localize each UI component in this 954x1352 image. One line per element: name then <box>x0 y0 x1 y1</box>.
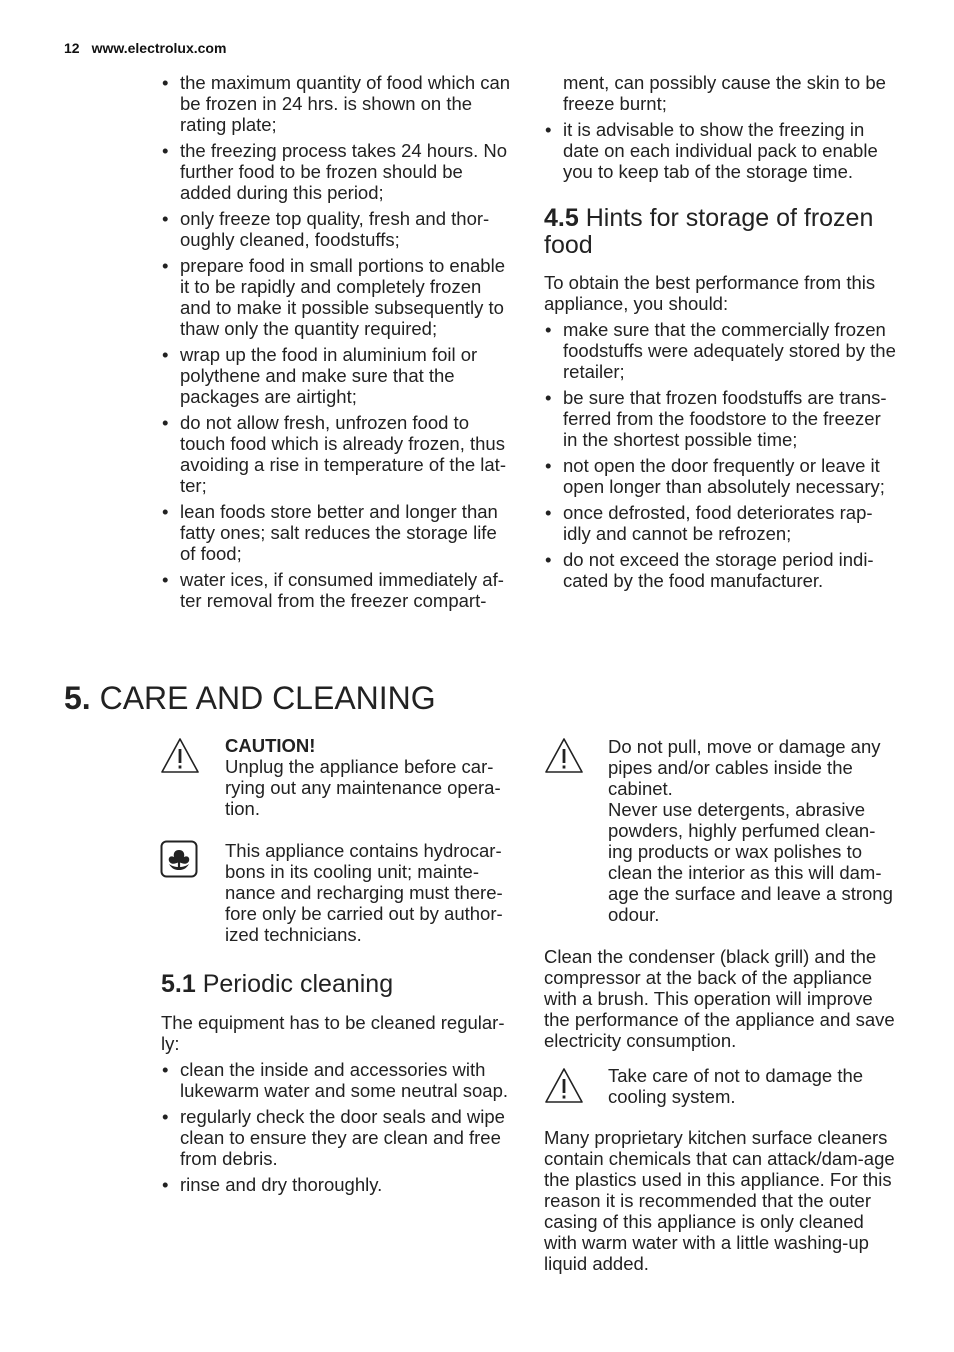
list-item: • rinse and dry thoroughly. <box>161 1174 513 1195</box>
section-intro: To obtain the best performance from this appliance, you should: <box>544 272 876 314</box>
cooling-warning-note: Take care of not to damage the cooling system. <box>608 1065 864 1107</box>
list-item: • the freezing process takes 24 hours. No further food to be frozen should be added during this period; <box>161 140 513 203</box>
condenser-paragraph: Clean the condenser (black grill) and the compressor at the back of the appliance with a brush. This operation will improve the performance of the appliance and save electricity consumption. <box>544 946 895 1051</box>
section-title: CARE AND CLEANING <box>99 680 436 716</box>
environment-flower-icon <box>160 840 198 878</box>
list-item: • do not exceed the storage period indi-cated by the food manufacturer. <box>544 549 898 591</box>
list-item: • the maximum quantity of food which can be frozen in 24 hrs. is shown on the rating plate; <box>161 72 513 135</box>
site-url: www.electrolux.com <box>91 40 227 56</box>
section-5-1-heading <box>161 971 513 998</box>
page-number: 12 <box>64 40 80 56</box>
freezing-tips-list-cont <box>544 119 898 182</box>
cleaners-paragraph: Many proprietary kitchen surface cleaners contain chemicals that can attack/dam-age the plastics used in this appliance. For this reason it is recommended that the outer casing of this appliance is only cleaned with warm water with a little washing-up liquid added. <box>544 1127 895 1274</box>
right-top-column <box>544 72 898 596</box>
list-item: • water ices, if consumed immediately af-ter removal from the freezer compart- <box>161 569 513 611</box>
detergents-warning-text: Never use detergents, abrasive powders, highly perfumed clean-ing products or wax polishes to clean the interior as this will dam-age the surface and leave a strong odour. <box>608 799 893 925</box>
list-item: • only freeze top quality, fresh and thor-oughly cleaned, foodstuffs; <box>161 208 513 250</box>
list-item: • it is advisable to show the freezing in date on each individual pack to enable you to keep tab of the storage time. <box>544 119 898 182</box>
list-item: • lean foods store better and longer than fatty ones; salt reduces the storage life of food; <box>161 501 513 564</box>
continued-text: ment, can possibly cause the skin to be freeze burnt; <box>563 72 886 114</box>
storage-hints-list <box>544 319 898 591</box>
section-number: 5.1 <box>161 970 196 998</box>
hydrocarbon-note: This appliance contains hydrocar-bons in its cooling unit; mainte-nance and recharging must there-fore only be carried out by author-ized technicians. <box>225 840 503 945</box>
section-number: 5. <box>64 680 91 716</box>
section-intro: The equipment has to be cleaned regular-ly: <box>161 1012 505 1054</box>
periodic-cleaning-list <box>161 1059 513 1195</box>
list-item: • make sure that the commercially frozen foodstuffs were adequately stored by the retailer; <box>544 319 898 382</box>
section-4-5-heading <box>544 205 898 259</box>
caution-note <box>225 735 515 819</box>
caution-title: CAUTION! <box>225 735 316 756</box>
left-top-column <box>161 72 513 616</box>
caution-text: Unplug the appliance before car-rying out any maintenance opera-tion. <box>225 756 501 819</box>
warning-triangle-icon <box>160 736 200 776</box>
section-title: Hints for storage of frozen food <box>544 204 874 259</box>
list-item: • regularly check the door seals and wipe clean to ensure they are clean and free from debris. <box>161 1106 513 1169</box>
list-item: • once defrosted, food deteriorates rap-idly and cannot be refrozen; <box>544 502 898 544</box>
list-item: • clean the inside and accessories with lukewarm water and some neutral soap. <box>161 1059 513 1101</box>
list-item: • prepare food in small portions to enable it to be rapidly and completely frozen and to make it possible subsequently to thaw only the quantity required; <box>161 255 513 339</box>
freezing-tips-list <box>161 72 513 611</box>
pipes-warning-text: Do not pull, move or damage any pipes and/or cables inside the cabinet. <box>608 736 881 799</box>
warning-triangle-icon <box>544 1066 584 1106</box>
pipes-warning-note <box>608 736 898 925</box>
list-item: • be sure that frozen foodstuffs are trans-ferred from the foodstore to the freezer in the shortest possible time; <box>544 387 898 450</box>
page-header <box>64 38 226 59</box>
section-number: 4.5 <box>544 204 579 232</box>
list-item: • not open the door frequently or leave it open longer than absolutely necessary; <box>544 455 898 497</box>
list-item: • do not allow fresh, unfrozen food to touch food which is already frozen, thus avoiding a rise in temperature of the lat-ter; <box>161 412 513 496</box>
section-5-heading <box>64 680 436 716</box>
section-5-1 <box>161 971 513 1200</box>
list-item: • wrap up the food in aluminium foil or polythene and make sure that the packages are airtight; <box>161 344 513 407</box>
section-title: Periodic cleaning <box>202 970 394 998</box>
warning-triangle-icon <box>544 736 584 776</box>
